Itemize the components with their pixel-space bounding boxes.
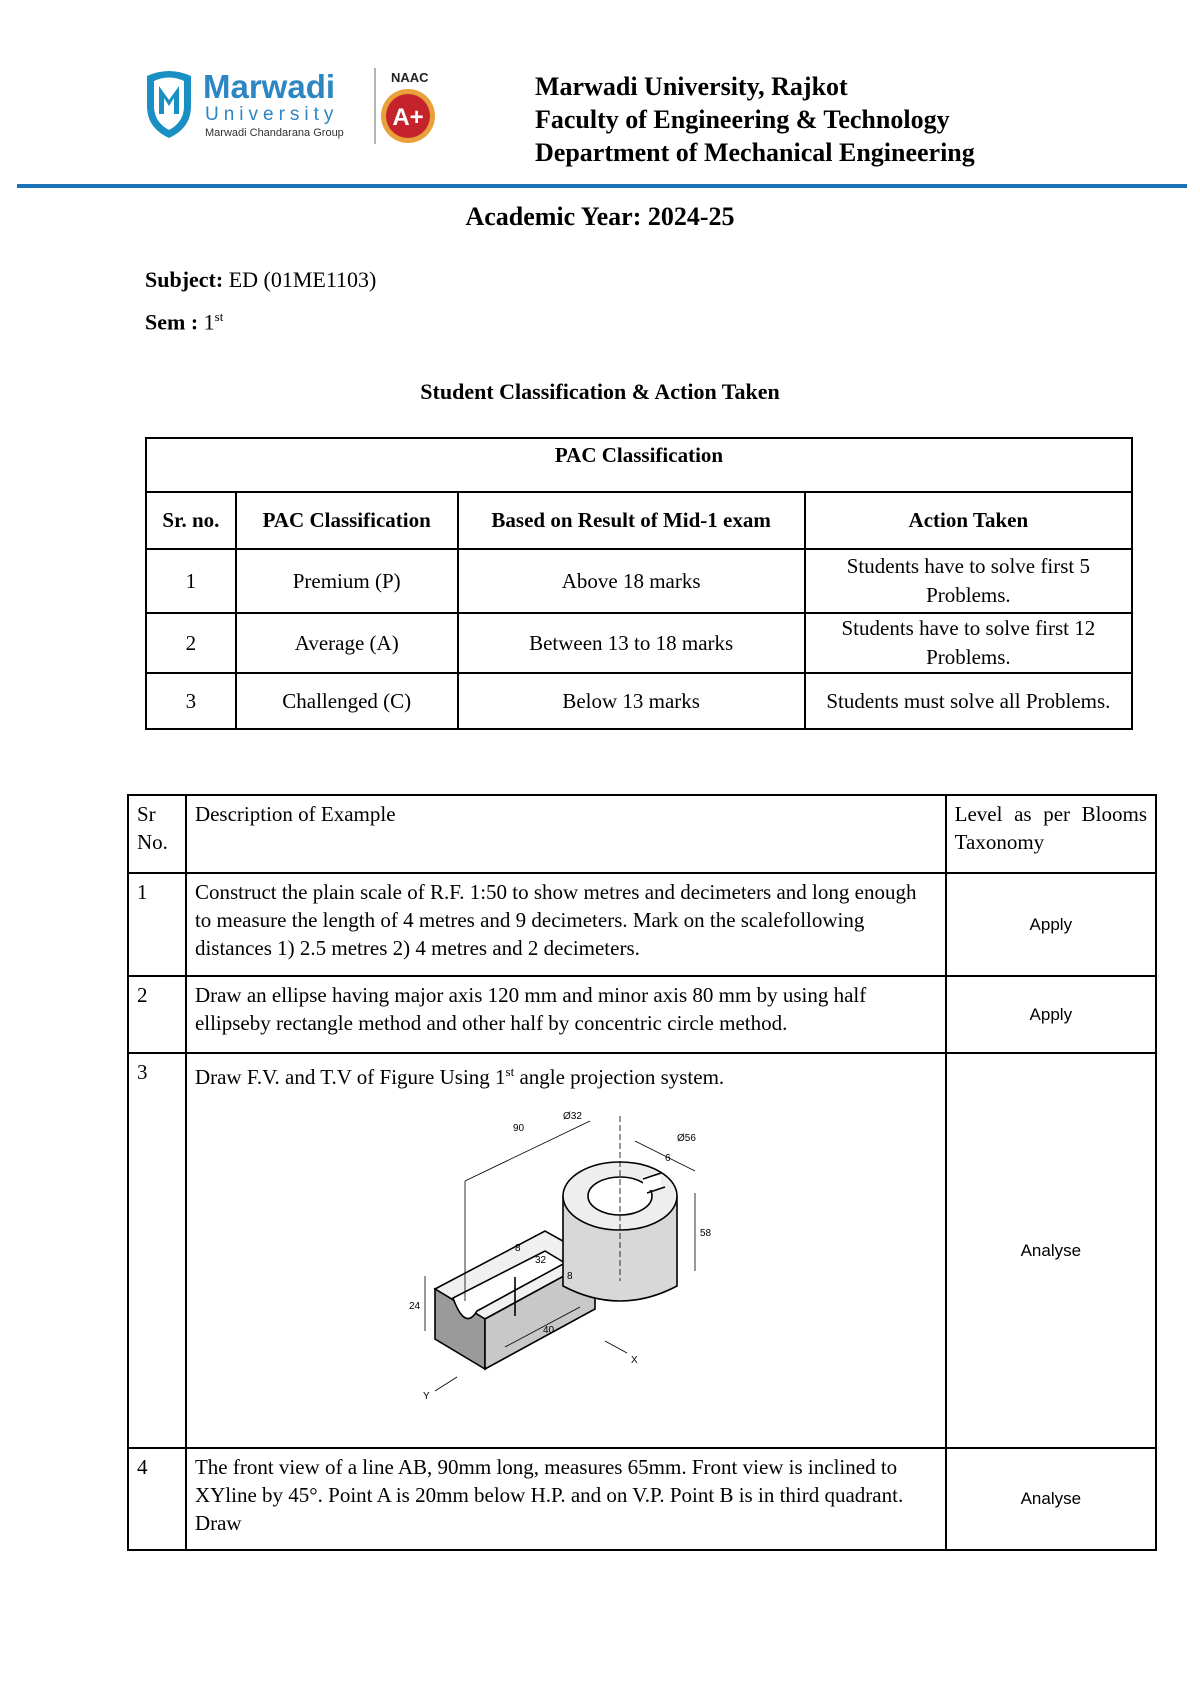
column-header: Action Taken: [805, 492, 1132, 549]
dimension-label: 32: [534, 1255, 547, 1266]
subject-label: Subject:: [145, 267, 224, 292]
classification-cell: Premium (P): [236, 549, 458, 613]
brand-bottom: University: [205, 104, 339, 125]
column-header: Sr No.: [128, 795, 186, 873]
dimension-label: 6: [664, 1153, 671, 1164]
subject-value: ED (01ME1103): [228, 267, 377, 292]
dimension-label: 8: [514, 1243, 521, 1254]
sr-cell: 4: [128, 1448, 186, 1550]
axis-label: Y: [422, 1391, 430, 1402]
sr-cell: 1: [146, 549, 236, 613]
dimension-label: 58: [699, 1228, 712, 1239]
sem-label: Sem :: [145, 309, 199, 335]
dimension-label: Ø32: [562, 1111, 582, 1122]
action-cell: Students must solve all Problems.: [805, 673, 1132, 729]
sem-line: [145, 309, 223, 335]
dimension-label: 24: [408, 1301, 421, 1312]
description-text: Draw F.V. and T.V of Figure Using 1: [194, 1065, 506, 1089]
axis-label: X: [630, 1355, 638, 1366]
pac-table-title: PAC Classification: [146, 438, 1132, 492]
table-header-row: [146, 492, 1132, 549]
result-cell: Between 13 to 18 marks: [458, 613, 805, 673]
column-header: Level as per Blooms Taxonomy: [946, 795, 1156, 873]
sr-cell: 1: [128, 873, 186, 976]
classification-cell: Average (A): [236, 613, 458, 673]
description-cell: Draw an ellipse having major axis 120 mm and minor axis 80 mm by using half ellipseby rectangle method and other half by concentric circle method.: [186, 976, 946, 1053]
pac-table: [145, 437, 1133, 730]
classification-cell: Challenged (C): [236, 673, 458, 729]
action-cell: Students have to solve first 5 Problems.: [805, 549, 1132, 613]
examples-table: [127, 794, 1157, 1551]
isometric-figure: [395, 1101, 735, 1411]
university-name: Marwadi University, Rajkot: [535, 72, 848, 101]
table-row: [128, 873, 1156, 976]
table-row: [146, 673, 1132, 729]
column-header: Based on Result of Mid-1 exam: [458, 492, 805, 549]
level-cell: Analyse: [946, 1053, 1156, 1448]
faculty-name: Faculty of Engineering & Technology: [535, 105, 950, 134]
header-divider: [17, 184, 1187, 188]
sr-cell: 2: [146, 613, 236, 673]
column-header: PAC Classification: [236, 492, 458, 549]
level-cell: Analyse: [946, 1448, 1156, 1550]
dimension-label: 8: [566, 1271, 573, 1282]
action-cell: Students have to solve first 12 Problems.: [805, 613, 1132, 673]
dimension-label: 40: [542, 1325, 555, 1336]
description-text: angle projection system.: [514, 1065, 725, 1089]
brand-top: Marwadi: [203, 68, 336, 105]
table-title-row: [146, 438, 1132, 492]
description-cell: [186, 1053, 946, 1448]
column-header: Sr. no.: [146, 492, 236, 549]
shield-icon: [147, 71, 191, 138]
naac-grade: A+: [392, 104, 424, 131]
table-row: [128, 1448, 1156, 1550]
subject-line: [145, 267, 376, 293]
table-row: [146, 613, 1132, 673]
brand-group: Marwadi Chandarana Group: [205, 127, 344, 139]
description-sup: st: [505, 1064, 515, 1079]
table-header-row: [128, 795, 1156, 873]
naac-label: NAAC: [391, 70, 429, 85]
dimension-label: Ø56: [676, 1133, 696, 1144]
table-row: [128, 976, 1156, 1053]
level-cell: Apply: [946, 873, 1156, 976]
description-cell: Construct the plain scale of R.F. 1:50 to show metres and decimeters and long enough to measure the length of 4 metres and 9 decimeters. Mark on the scalefollowing distances 1) 2.5 metres 2) 4 metres and 2 decimeters.: [186, 873, 946, 976]
sr-cell: 3: [146, 673, 236, 729]
result-cell: Above 18 marks: [458, 549, 805, 613]
table-row: [128, 1053, 1156, 1448]
description-cell: The front view of a line AB, 90mm long, measures 65mm. Front view is inclined to XYline by 45°. Point A is 20mm below H.P. and on V.P. Point B is in third quadrant. Draw: [186, 1448, 946, 1550]
department-name: Department of Mechanical Engineering: [535, 138, 975, 167]
pac-heading: Student Classification & Action Taken: [420, 379, 780, 404]
sem-sup: st: [214, 309, 224, 324]
university-header: [535, 70, 975, 169]
dimension-label: 90: [512, 1123, 525, 1134]
university-logo: [145, 62, 445, 150]
level-cell: Apply: [946, 976, 1156, 1053]
sr-cell: 2: [128, 976, 186, 1053]
result-cell: Below 13 marks: [458, 673, 805, 729]
sr-cell: 3: [128, 1053, 186, 1448]
sem-value: 1: [203, 309, 215, 335]
column-header: Description of Example: [186, 795, 946, 873]
table-row: [146, 549, 1132, 613]
naac-badge-icon: [381, 89, 435, 143]
academic-year: Academic Year: 2024-25: [465, 202, 735, 231]
